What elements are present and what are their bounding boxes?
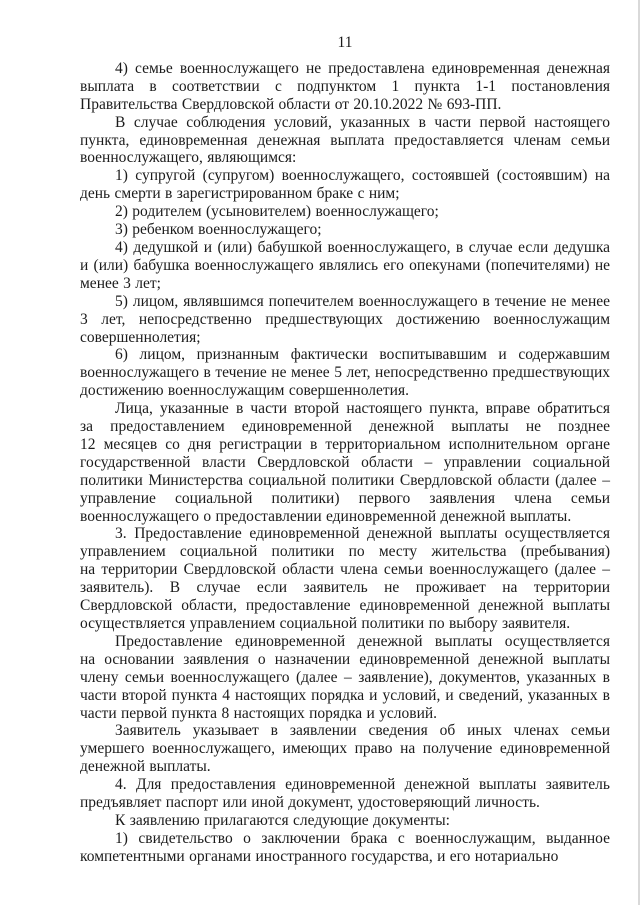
paragraph-section-3: 3. Предоставление единовременной денежной выплаты осуществляется управлением социальной политики по месту жительства (пребывания) на территории Свердловской области члена семьи военнослужащего (далее – заявитель). В случае если заявитель не проживает на территории Свердловской области, предоставление единовременной денежной выплаты осуществляется управлением социальной политики по выбору заявителя. [80,525,610,632]
paragraph-list-item-2-parent: 2) родителем (усыновителем) военнослужащего; [115,203,439,221]
paragraph-list-item-4-grandparents: 4) дедушкой и (или) бабушкой военнослужащего, в случае если дедушка и (или) бабушка военнослужащего являлись его опекунами (попечителями) не менее 3 лет; [80,238,610,292]
paragraph-subitem-4: 4) семье военнослужащего не предоставлена единовременная денежная выплата в соответствии с подпунктом 1 пункта 1-1 постановления Правительства Свердловской области от 20.10.2022 № 693-ПП. [80,59,610,113]
paragraph-list-item-1-spouse: 1) супругой (супругом) военнослужащего, состоявшей (состоявшим) на день смерти в зарегистрированном браке с ним; [80,167,610,203]
paragraph-list-item-3-child: 3) ребенком военнослужащего; [115,221,322,239]
paragraph-conditions-intro: В случае соблюдения условий, указанных в части первой настоящего пункта, единовременная денежная выплата предоставляется членам семьи военнослужащего, являющимся: [80,113,610,167]
paragraph-applicant-statement: Заявитель указывает в заявлении сведения об иных членах семьи умершего военнослужащего, имеющих право на получение единовременной денежной выплаты. [80,722,610,776]
paragraph-document-item-1: 1) свидетельство о заключении брака с военнослужащим, выданное компетентными органами иностранного государства, и его нотариально [80,829,610,865]
paragraph-documents-intro: К заявлению прилагаются следующие документы: [115,811,450,829]
page-number: 11 [337,34,353,51]
paragraph-provision-basis: Предоставление единовременной денежной выплаты осуществляется на основании заявления о назначении единовременной денежной выплаты члену семьи военнослужащего (далее – заявление), документов, указанных в части второй пункта 4 настоящих порядка и условий, и сведений, указанных в части первой пункта 8 настоящих порядка и условий. [80,632,610,722]
paragraph-list-item-5-guardian: 5) лицом, являвшимся попечителем военнослужащего в течение не менее 3 лет, непосредственно предшествующих достижению военнослужащим совершеннолетия; [80,292,610,346]
paragraph-section-4: 4. Для предоставления единовременной денежной выплаты заявитель предъявляет паспорт или иной документ, удостоверяющий личность. [80,776,610,812]
page-text-block [80,34,610,866]
paragraph-application-deadline: Лица, указанные в части второй настоящего пункта, вправе обратиться за предоставлением единовременной денежной выплаты не позднее 12 месяцев со дня регистрации в территориальном исполнительном органе государственной власти Свердловской области – управлении социальной политики Министерства социальной политики Свердловской области (далее – управление социальной политики) первого заявления члена семьи военнослужащего о предоставлении единовременной денежной выплаты. [80,400,610,525]
paragraph-list-item-6-caretaker: 6) лицом, признанным фактически воспитывавшим и содержавшим военнослужащего в течение не менее 5 лет, непосредственно предшествующих достижению военнослужащим совершеннолетия. [80,346,610,400]
